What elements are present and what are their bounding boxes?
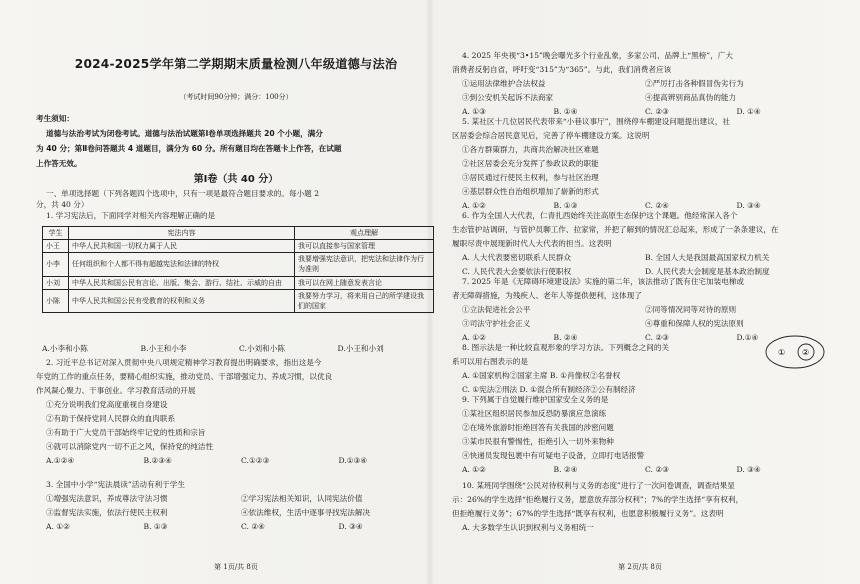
question-4-item: ③到公安机关起诉不法商家 xyxy=(462,93,554,102)
option-d[interactable]: D. ③④ xyxy=(338,522,363,531)
page-right xyxy=(452,0,828,584)
option-c[interactable]: C. 人民代表大会要依法行使职权 xyxy=(462,267,572,276)
option-b[interactable]: B. 全国人大是我国最高国家权力机关 xyxy=(645,253,770,262)
question-3-options xyxy=(36,521,436,532)
section-intro-line: 分，共 40 分） xyxy=(36,200,89,209)
question-5-stem: 区居委会综合居民意见后，完善了停车棚建设方案。这说明 xyxy=(452,131,650,140)
question-7-item: ③司法守护社会正义 xyxy=(462,319,531,328)
question-3-item: ①增强宪法意识，养成尊法守法习惯 xyxy=(46,494,168,503)
section-intro xyxy=(36,188,436,221)
notice-line: 道德与法治考试为闭卷考试。道德与法治试题第Ⅰ卷单项选择题共 20 个小题，满分 xyxy=(46,129,323,138)
option-d[interactable]: D. ③④ xyxy=(736,201,761,210)
page-footer: 第 1页/共 8页 xyxy=(214,563,258,571)
question-7-stem: 7. 2025 年是《无障碍环境建设法》实施的第二年，该法推动了既有住宅加装电梯或 xyxy=(462,277,744,286)
question-2-options xyxy=(36,455,436,466)
table-row xyxy=(43,240,434,253)
question-6-stem: 6. 作为全国人大代表，仁青扎西始终关注高原生态保护这个课题。他经常深入各个 xyxy=(462,211,738,220)
question-8-stem: 系可以用右图表示的是 xyxy=(452,357,528,366)
option-c[interactable]: C. ②③ xyxy=(645,107,669,116)
question-8-options[interactable]: C. ①宪法②刑法 D. ①混合所有制经济②公有制经济 xyxy=(462,385,636,394)
table-cell: 任何组织和个人都不得有超越宪法和法律的特权 xyxy=(69,253,295,276)
notice xyxy=(36,113,436,169)
question-9 xyxy=(452,394,828,475)
question-7-item: ①立法促进社会公平 xyxy=(462,305,531,314)
question-4-stem: 消费者反躬自省，呼吁变“315”为“365”。与此，我们消费者应该 xyxy=(452,65,672,74)
exam-subtitle: （考试时间90分钟；满分：100分） xyxy=(179,93,293,101)
option-c[interactable]: C.①②③ xyxy=(241,456,270,465)
question-6 xyxy=(452,210,828,277)
venn-diagram xyxy=(764,334,826,370)
question-3-item: ③监督宪法实施，依法行使民主权利 xyxy=(46,508,168,517)
page-footer: 第 2页/共 8页 xyxy=(618,563,662,571)
question-5-item: ①各方群策群力，共商共治解决社区难题 xyxy=(462,145,599,154)
option-d[interactable]: D. ③④ xyxy=(736,465,761,474)
table-header: 学生 xyxy=(43,227,69,240)
outer-circle xyxy=(766,336,824,368)
table-row xyxy=(43,253,434,276)
diagram-label-2: ② xyxy=(802,348,810,357)
table-cell: 中华人民共和国公民有言论、出版、集会、游行、结社、示威的自由 xyxy=(69,276,295,289)
question-9-item: ④快递员发现包裹中有可疑电子设备，立即打电话报警 xyxy=(462,451,645,460)
question-4-stem: 4. 2025 年央视“3•15”晚会曝光多个行业乱象，多家公司、品牌上“黑榜”，广大 xyxy=(462,51,733,60)
question-2-item: ④就可以消除党内一切不正之风，保持党的纯洁性 xyxy=(46,442,214,451)
option-a[interactable]: A. ①② xyxy=(462,333,486,342)
table-row xyxy=(43,289,434,312)
question-1-options xyxy=(36,343,436,354)
option-a[interactable]: A. ①③ xyxy=(462,107,486,116)
question-2 xyxy=(36,357,436,466)
option-d[interactable]: D.①③④ xyxy=(338,456,368,465)
question-7-item: ②同等情况同等对待的原则 xyxy=(645,305,737,314)
question-10-stem: 但拒绝履行义务”；67%的学生选择“既享有权利，也愿意积极履行义务”。这表明 xyxy=(452,509,724,518)
option-a[interactable]: A. ①② xyxy=(462,465,486,474)
option-b[interactable]: B. ②④ xyxy=(553,333,578,342)
table-row xyxy=(43,276,434,289)
option-b[interactable]: B. ①③ xyxy=(143,522,168,531)
question-8 xyxy=(452,342,752,395)
table-header: 观点理解 xyxy=(295,227,434,240)
option-c[interactable]: C. ②③ xyxy=(645,333,669,342)
question-10-stem: 10. 某班同学围绕“公民对待权利与义务的态度”进行了一次问卷调查，调查结果显 xyxy=(462,481,735,490)
table-cell: 中华人民共和国一切权力属于人民 xyxy=(69,240,295,253)
option-b[interactable]: B. ①④ xyxy=(553,107,578,116)
option-a[interactable]: A.小李和小陈 xyxy=(42,344,88,353)
question-3-item: ②学习宪法相关知识，认同宪法价值 xyxy=(241,494,363,503)
question-2-item: ③有助于广大党员干部始终牢记党的性质和宗旨 xyxy=(46,428,206,437)
question-7 xyxy=(452,276,828,343)
question-9-item: ③某市民很有警惕性，拒绝引入一切外来物种 xyxy=(462,437,614,446)
question-3-stem: 3. 全国中小学“宪法晨读”活动有利于学生 xyxy=(46,480,185,489)
question-6-stem: 生态管护站调研，与管护员聊工作、拉家常，并把了解到的情况汇总起来，形成了一条条建议，在 xyxy=(452,225,779,234)
question-7-item: ④尊重和保障人权的宪法原则 xyxy=(645,319,744,328)
table-cell: 我要努力学习，将来用自己的所学建设我们的国家 xyxy=(295,289,434,312)
question-5-item: ③居民通过行使民主权利，参与社区治理 xyxy=(462,173,599,182)
option-d[interactable]: D. ①④ xyxy=(736,107,761,116)
table-cell: 小刘 xyxy=(43,276,69,289)
notice-line: 为 40 分；第Ⅱ卷问答题共 4 道题目，满分为 60 分。所有题目均在答题卡上作答，在试题 xyxy=(36,144,342,153)
question-5-item: ④基层群众性自治组织增加了崭新的形式 xyxy=(462,187,599,196)
question-8-options[interactable]: A. ①国家机构②国家主席 B. ①肖像权②名誉权 xyxy=(462,371,621,380)
option-c[interactable]: C.小刘和小陈 xyxy=(239,344,285,353)
notice-line: 上作答无效。 xyxy=(36,159,82,168)
question-3-item: ④依法维权，生活中逐事寻找宪法解决 xyxy=(241,508,371,517)
question-4-item: ①运用法律维护合法权益 xyxy=(462,79,546,88)
question-7-stem: 者无障碍措施，为残疾人、老年人等提供便利，这体现了 xyxy=(452,291,642,300)
option-a[interactable]: A. ①② xyxy=(462,201,486,210)
question-5-item: ②社区居委会充分发挥了参政议政的职能 xyxy=(462,159,599,168)
option-d[interactable]: D.小王和小刘 xyxy=(337,344,384,353)
section-title: 第Ⅰ卷（共 40 分） xyxy=(193,174,279,185)
question-10-stem: 示：26%的学生选择“拒绝履行义务，愿意放弃部分权利”；7%的学生选择“享有权利， xyxy=(452,495,744,504)
question-2-stem: 作风凝心聚力、干事创业。学习教育活动的开展 xyxy=(36,386,196,395)
option-a[interactable]: A. ①② xyxy=(46,522,70,531)
page-left xyxy=(36,0,436,584)
table-cell: 小陈 xyxy=(43,289,69,312)
question-6-stem: 履职尽责中展现新时代人大代表的担当。这表明 xyxy=(452,239,612,248)
question-1-stem: 1. 学习宪法后，下面同学对相关内容理解正确的是 xyxy=(46,211,216,220)
question-2-item: ②有助于保持党同人民群众的血肉联系 xyxy=(46,414,176,423)
question-9-stem: 9. 下列属于自觉履行维护国家安全义务的是 xyxy=(462,395,609,404)
option-c[interactable]: C. ②③ xyxy=(645,465,669,474)
question-4-item: ②严厉打击各种假冒伪劣行为 xyxy=(645,79,744,88)
option-d[interactable]: D. 人民代表大会制度是基本政治制度 xyxy=(645,267,770,276)
question-9-item: ①某社区组织居民参加反恐防暴演应急演练 xyxy=(462,409,607,418)
question-10 xyxy=(452,480,828,533)
question-9-options xyxy=(452,464,828,475)
section-intro-line: 一、单项选择题（下列各题四个选项中，只有一项是最符合题目要求的。每小题 2 xyxy=(46,189,320,198)
option-c[interactable]: C. ②④ xyxy=(645,201,669,210)
question-2-item: ①充分说明我们党高度重视自身建设 xyxy=(46,400,168,409)
question-1-table xyxy=(42,226,434,313)
question-5-stem: 5. 某社区十几位居民代表带来“小巷议事厅”，围绕停车棚建设问题提出建议，社 xyxy=(462,117,731,126)
table-cell: 小李 xyxy=(43,253,69,276)
notice-head: 考生须知： xyxy=(36,114,74,123)
table-header-row xyxy=(43,227,434,240)
table-cell: 我可以直接参与国家管理 xyxy=(295,240,434,253)
table-cell: 我要增强宪法意识，把宪法和法律作为行为准则 xyxy=(295,253,434,276)
question-8-stem: 8. 图示法是一种比较直观形象的学习方法。下列概念之间的关 xyxy=(462,343,670,352)
option-a[interactable]: A.①②④ xyxy=(46,456,75,465)
option-c[interactable]: C. ②④ xyxy=(241,522,265,531)
option-b[interactable]: B.②③④ xyxy=(143,456,172,465)
table-cell: 我可以在网上随意发表言论 xyxy=(295,276,434,289)
question-4 xyxy=(452,50,828,117)
exam-title: 2024-2025学年第二学期期末质量检测八年级道德与法治 xyxy=(74,57,398,71)
table-cell: 中华人民共和国公民有受教育的权利和义务 xyxy=(69,289,295,312)
option-a[interactable]: A. 人大代表要密切联系人民群众 xyxy=(462,253,572,262)
option-b[interactable]: B. ①③ xyxy=(553,201,578,210)
option-a[interactable]: A. 大多数学生认识到权利与义务相统一 xyxy=(462,523,594,532)
question-2-stem: 2. 习近平总书记对深入贯彻中央八项规定精神学习教育提出明确要求，指出这是今 xyxy=(46,358,322,367)
question-2-stem: 年党的工作的重点任务，要精心组织实施，推动党员、干部增强定力、养成习惯，以优良 xyxy=(36,372,333,381)
question-5 xyxy=(452,116,828,211)
option-b[interactable]: B. ②④ xyxy=(553,465,578,474)
table-header: 宪法内容 xyxy=(69,227,295,240)
option-b[interactable]: B.小王和小李 xyxy=(140,344,187,353)
question-4-item: ④提高辨别商品真伪的能力 xyxy=(645,93,737,102)
question-9-item: ②在境外旅游时拒绝回答有关我国的涉密问题 xyxy=(462,423,614,432)
option-d[interactable]: D.①④ xyxy=(736,333,759,342)
question-3 xyxy=(36,479,436,532)
table-cell: 小王 xyxy=(43,240,69,253)
diagram-label-1: ① xyxy=(778,348,786,357)
